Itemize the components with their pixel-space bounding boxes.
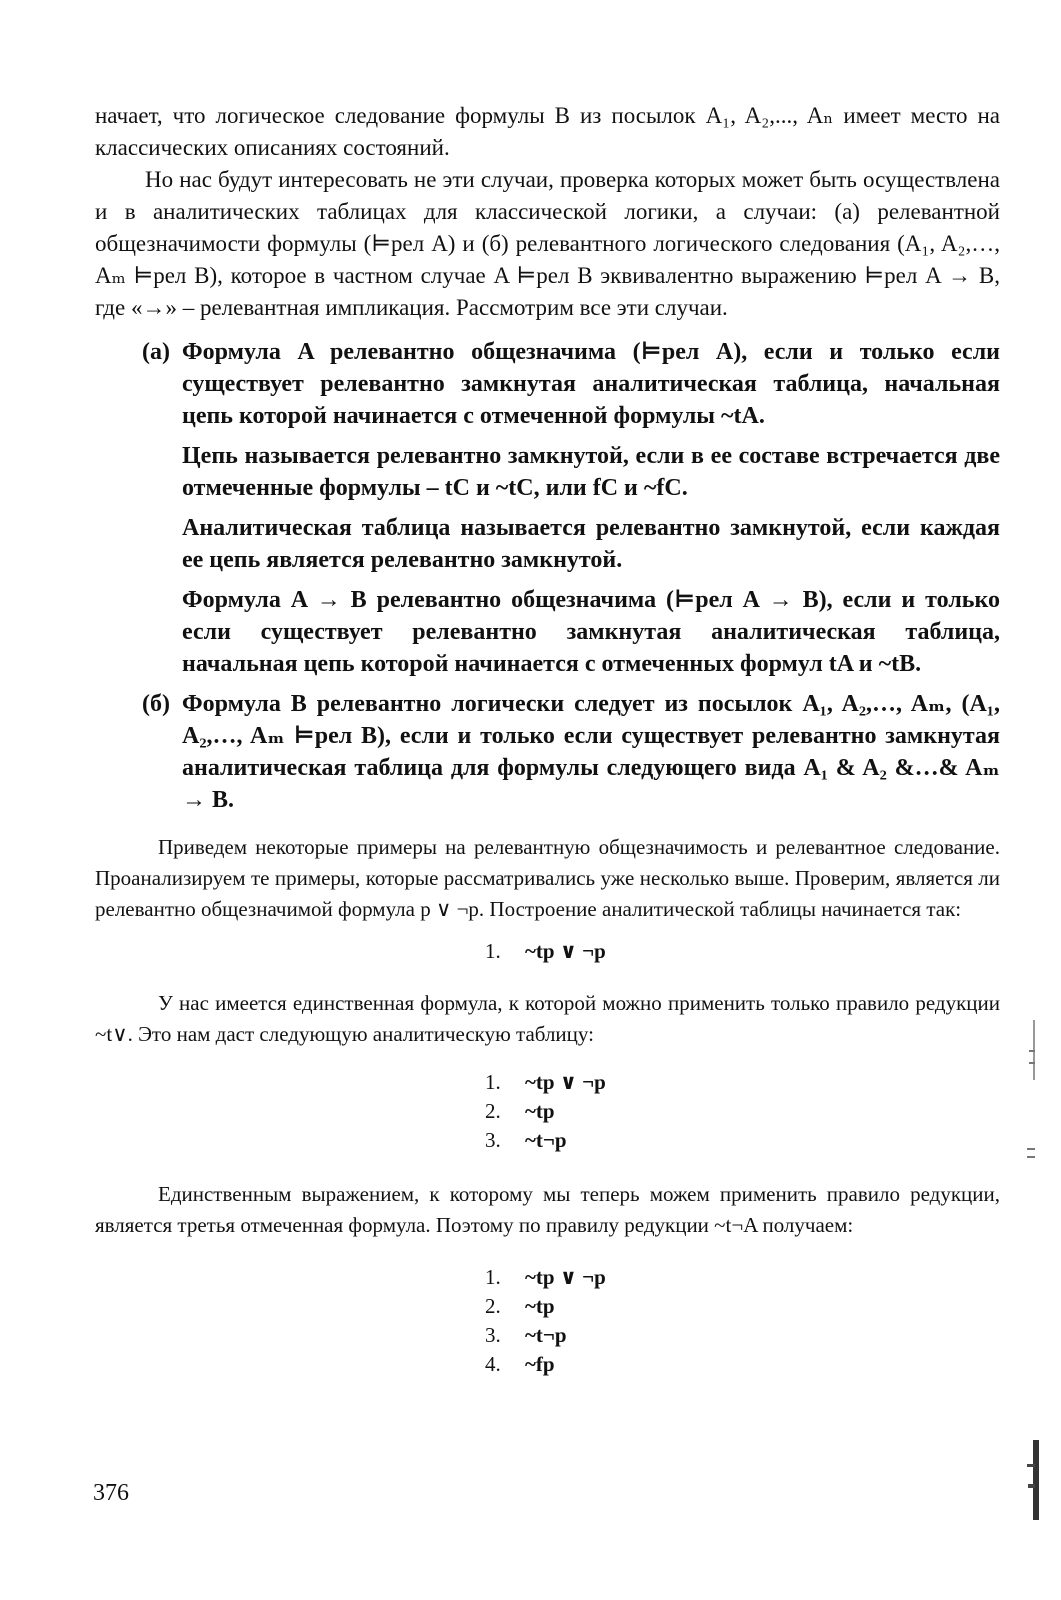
scan-edge-mark-icon [1025,1020,1037,1080]
definition-relevant-implication: Формула A → B релевантно общезначима (⊨рел A → B), если и только если существует релевантно замкнутая аналитическая таблица, начальная цепь которой начинается с отмеченных формул tA и ~tB. [182,587,1000,677]
list-item: 2. ~tp [485,1294,555,1318]
definition-a-label: (а) [142,339,170,365]
definition-relevant-table: Аналитическая таблица называется релевантно замкнутой, если каждая ее цепь является релевантно замкнутой. [182,515,1000,573]
definitions-block [95,336,1000,816]
formula-list-3 [95,1263,1000,1379]
list-item: 1. ~tp ∨ ¬p [485,1070,606,1094]
scan-edge-mark-icon [1025,1138,1037,1168]
page-content [95,100,1000,1379]
definition-b-text: Формула B релевантно логически следует из посылок A₁, A₂,…, Aₘ, (A₁, A₂,…, Aₘ ⊨рел B), если и только если существует релевантно замкнутая аналитическая таблица для формулы следующего вида A₁ & A₂ &…& Aₘ → B. [182,691,1000,813]
list-item: 1. ~tp ∨ ¬p [485,1265,606,1289]
formula-list-1 [95,937,1000,966]
list-item: 2. ~tp [485,1099,555,1123]
definition-a-text: Формула A релевантно общезначима (⊨рел A), если и только если существует релевантно замкнутая аналитическая таблица, начальная цепь которой начинается с отмеченной формулы ~tA. [182,339,1000,429]
definition-b [95,688,1000,816]
scan-edge-mark-icon [1025,1440,1041,1520]
page-number: 376 [93,1480,129,1506]
formula-list-2 [95,1068,1000,1155]
paragraph-4: У нас имеется единственная формула, к которой можно применить только правило редукции ~t∨. Это нам даст следующую аналитическую таблицу: [95,991,1000,1046]
paragraph-5: Единственным выражением, к которому мы теперь можем применить правило редукции, является третья отмеченная формула. Поэтому по правилу редукции ~t¬A получаем: [95,1182,1000,1237]
list-item: 1. ~tp ∨ ¬p [485,939,606,963]
paragraph-3: Приведем некоторые примеры на релевантную общезначимость и релевантное следование. Проанализируем те примеры, которые рассматривались уже несколько выше. Проверим, является ли релевантно общезначимой формула p ∨ ¬p. Построение аналитической таблицы начинается так: [95,835,1000,921]
paragraph-1: начает, что логическое следование формулы B из посылок A₁, A₂,..., Aₙ имеет место на классических описаниях состояний. [95,103,1000,160]
definition-relevant-chain: Цепь называется релевантно замкнутой, если в ее составе встречается две отмеченные формулы – tC и ~tC, или fC и ~fC. [182,443,1000,501]
examples-block [95,832,1000,1379]
list-item: 3. ~t¬p [485,1323,567,1347]
definition-a [95,336,1000,432]
list-item: 4. ~fp [485,1352,555,1376]
paragraph-2: Но нас будут интересовать не эти случаи, проверка которых может быть осуществлена и в аналитических таблицах для классической логики, а случаи: (а) релевантной общезначимости формулы (⊨рел A) и (б) релевантного логического следования (A₁, A₂,…, Aₘ ⊨рел B), которое в частном случае A ⊨рел B эквивалентно выражению ⊨рел A → B, где «→» – релевантная импликация. Рассмотрим все эти случаи. [95,167,1000,320]
list-item: 3. ~t¬p [485,1128,567,1152]
definition-b-label: (б) [142,691,170,717]
